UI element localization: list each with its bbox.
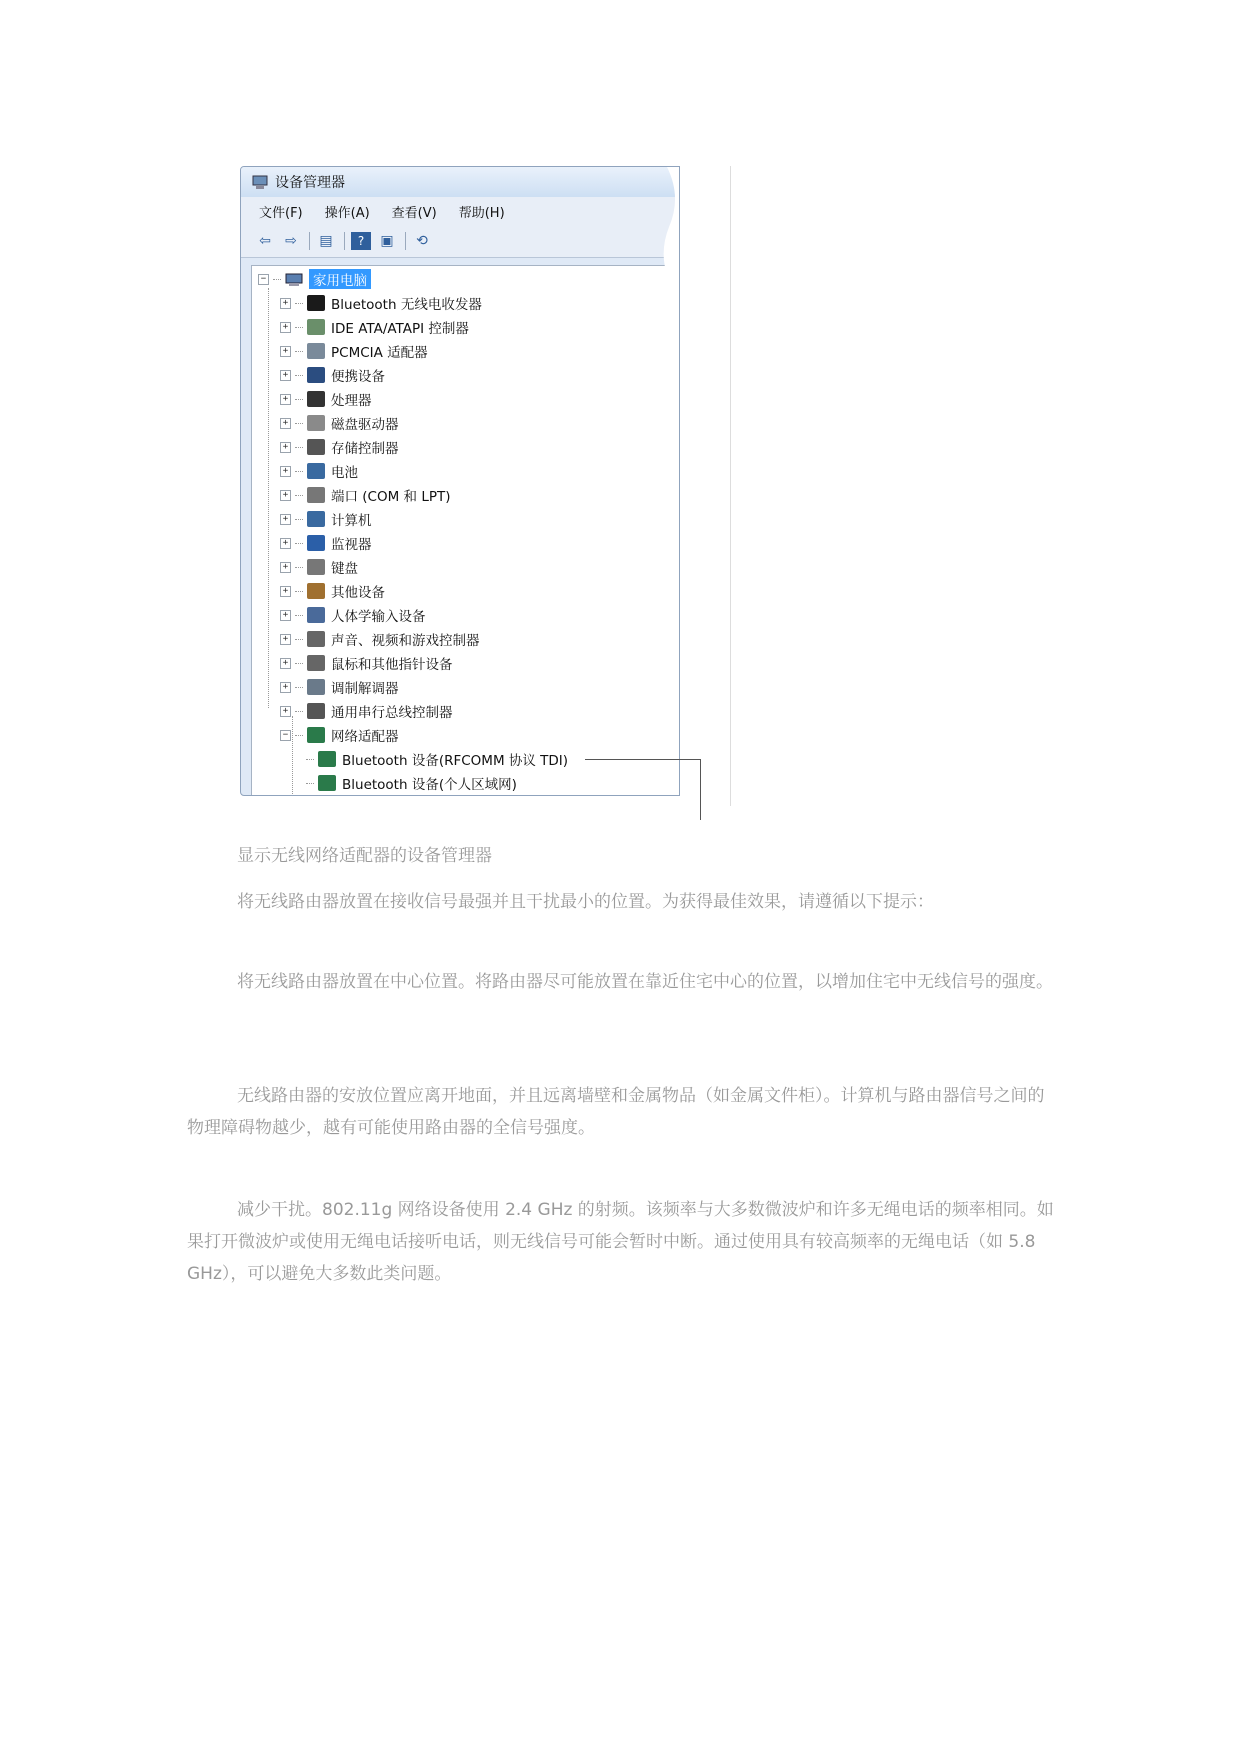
expand-toggle[interactable]: + bbox=[280, 538, 291, 549]
tree-item-label: IDE ATA/ATAPI 控制器 bbox=[331, 321, 469, 337]
help-icon[interactable]: ? bbox=[351, 232, 371, 250]
tree-item-label: PCMCIA 适配器 bbox=[331, 345, 428, 361]
device-category-icon bbox=[307, 559, 325, 575]
expand-toggle[interactable]: + bbox=[280, 562, 291, 573]
tree-connector bbox=[295, 375, 303, 376]
back-arrow-icon[interactable]: ⇦ bbox=[259, 233, 271, 249]
device-category-icon bbox=[307, 391, 325, 407]
tree-item-label: 存储控制器 bbox=[331, 441, 399, 457]
tree-connector bbox=[306, 783, 314, 784]
paragraph-1: 将无线路由器放置在接收信号最强并且干扰最小的位置。为获得最佳效果，请遵循以下提示： bbox=[237, 892, 934, 912]
tree-connector bbox=[273, 279, 281, 280]
tree-item-label: 键盘 bbox=[331, 561, 358, 577]
computer-icon bbox=[285, 271, 303, 287]
figure-caption: 显示无线网络适配器的设备管理器 bbox=[237, 846, 492, 866]
tree-connector bbox=[295, 687, 303, 688]
tree-item-label: 鼠标和其他指针设备 bbox=[331, 657, 453, 673]
device-category-icon bbox=[307, 295, 325, 311]
tree-connector bbox=[295, 735, 303, 736]
toolbar bbox=[241, 225, 679, 258]
tree-connector bbox=[295, 639, 303, 640]
device-category-icon bbox=[307, 679, 325, 695]
tree-item-label: 磁盘驱动器 bbox=[331, 417, 399, 433]
tree-child-label: Bluetooth 设备(RFCOMM 协议 TDI) bbox=[342, 753, 569, 769]
tree-connector bbox=[295, 327, 303, 328]
tree-item-label: 声音、视频和游戏控制器 bbox=[331, 633, 480, 649]
expand-toggle[interactable]: + bbox=[280, 682, 291, 693]
tree-item[interactable] bbox=[280, 676, 399, 698]
tree-item-label: Bluetooth 无线电收发器 bbox=[331, 297, 482, 313]
tree-item[interactable] bbox=[280, 292, 482, 314]
tree-child-item[interactable] bbox=[306, 748, 568, 770]
device-category-icon bbox=[307, 319, 325, 335]
tree-connector bbox=[295, 663, 303, 664]
tree-item[interactable] bbox=[280, 700, 453, 722]
tree-child-label: Bluetooth 设备(个人区域网) bbox=[342, 777, 517, 793]
tree-connector bbox=[295, 519, 303, 520]
tree-connector bbox=[295, 495, 303, 496]
device-category-icon bbox=[307, 583, 325, 599]
tree-child-item[interactable] bbox=[306, 772, 517, 794]
tree-connector bbox=[295, 615, 303, 616]
tree-connector bbox=[295, 711, 303, 712]
expand-toggle[interactable]: + bbox=[280, 586, 291, 597]
tree-item-label: 其他设备 bbox=[331, 585, 385, 601]
network-adapter-icon bbox=[318, 751, 336, 767]
device-category-icon bbox=[307, 343, 325, 359]
expand-toggle[interactable]: + bbox=[280, 490, 291, 501]
device-category-icon bbox=[307, 511, 325, 527]
tree-item-label: 便携设备 bbox=[331, 369, 385, 385]
device-category-icon bbox=[307, 535, 325, 551]
tree-item-label: 调制解调器 bbox=[331, 681, 399, 697]
expand-toggle[interactable]: + bbox=[280, 370, 291, 381]
tree-connector bbox=[295, 423, 303, 424]
tree-item[interactable] bbox=[280, 508, 372, 530]
device-category-icon bbox=[307, 655, 325, 671]
tree-item[interactable] bbox=[280, 724, 399, 746]
tree-item[interactable] bbox=[280, 388, 372, 410]
collapse-toggle[interactable]: − bbox=[258, 274, 269, 285]
tree-root-label: 家用电脑 bbox=[309, 269, 371, 289]
tree-item-label: 网络适配器 bbox=[331, 729, 399, 745]
tree-connector bbox=[295, 303, 303, 304]
tree-item[interactable] bbox=[280, 412, 399, 434]
expand-toggle[interactable]: + bbox=[280, 514, 291, 525]
toolbar-separator bbox=[405, 232, 406, 250]
menu-action[interactable]: 操作(A) bbox=[324, 205, 370, 221]
tree-connector bbox=[295, 351, 303, 352]
tree-line bbox=[268, 288, 269, 708]
device-category-icon bbox=[307, 487, 325, 503]
toolbar-separator bbox=[309, 232, 310, 250]
console-tree-icon[interactable]: ▤ bbox=[319, 233, 333, 249]
tree-connector bbox=[295, 567, 303, 568]
tree-connector bbox=[306, 759, 314, 760]
expand-toggle[interactable]: + bbox=[280, 610, 291, 621]
expand-toggle[interactable]: + bbox=[280, 346, 291, 357]
expand-toggle[interactable]: − bbox=[280, 730, 291, 741]
expand-toggle[interactable]: + bbox=[280, 658, 291, 669]
tree-item-label: 端口 (COM 和 LPT) bbox=[331, 489, 451, 505]
tree-item[interactable] bbox=[280, 340, 428, 362]
expand-toggle[interactable]: + bbox=[280, 394, 291, 405]
tree-item-label: 电池 bbox=[331, 465, 358, 481]
tree-item[interactable] bbox=[280, 316, 469, 338]
tree-item[interactable] bbox=[280, 364, 385, 386]
device-category-icon bbox=[307, 727, 325, 743]
tree-item-label: 通用串行总线控制器 bbox=[331, 705, 453, 721]
tree-item[interactable] bbox=[280, 580, 385, 602]
menu-help[interactable]: 帮助(H) bbox=[458, 205, 505, 221]
tree-root-row[interactable] bbox=[258, 268, 371, 290]
menu-view[interactable]: 查看(V) bbox=[391, 205, 437, 221]
tree-item[interactable] bbox=[280, 556, 358, 578]
scan-hardware-icon[interactable]: ⟲ bbox=[416, 233, 428, 249]
tree-item-label: 处理器 bbox=[331, 393, 372, 409]
expand-toggle[interactable]: + bbox=[280, 706, 291, 717]
paragraph-3: 无线路由器的安放位置应离开地面，并且远离墙壁和金属物品（如金属文件柜）。计算机与路由器信号之间的物理障碍物越少，越有可能使用路由器的全信号强度。 bbox=[187, 1086, 1045, 1138]
tree-connector bbox=[295, 471, 303, 472]
tree-item[interactable] bbox=[280, 460, 358, 482]
tree-connector bbox=[295, 447, 303, 448]
device-category-icon bbox=[307, 703, 325, 719]
menu-bar bbox=[241, 197, 679, 225]
expand-toggle[interactable]: + bbox=[280, 634, 291, 645]
tree-item[interactable] bbox=[280, 652, 453, 674]
tree-item[interactable] bbox=[280, 628, 480, 650]
tree-item[interactable] bbox=[280, 436, 399, 458]
tree-item[interactable] bbox=[280, 484, 451, 506]
tree-connector bbox=[295, 543, 303, 544]
paragraph-4: 减少干扰。802.11g 网络设备使用 2.4 GHz 的射频。该频率与大多数微波炉和许多无绳电话的频率相同。如果打开微波炉或使用无绳电话接听电话，则无线信号可能会暂时中断。通过使用具有较高频率的无绳电话（如 5.8 GHz），可以避免大多数此类问题。 bbox=[187, 1200, 1054, 1284]
title-bar bbox=[241, 167, 679, 197]
device-category-icon bbox=[307, 631, 325, 647]
network-adapter-icon bbox=[318, 775, 336, 791]
tree-item-label: 计算机 bbox=[331, 513, 372, 529]
paragraph-2: 将无线路由器放置在中心位置。将路由器尽可能放置在靠近住宅中心的位置，以增加住宅中无线信号的强度。 bbox=[237, 972, 1053, 992]
callout-line bbox=[585, 759, 701, 820]
device-manager-window bbox=[240, 166, 680, 796]
tree-item[interactable] bbox=[280, 604, 426, 626]
device-category-icon bbox=[307, 367, 325, 383]
menu-file[interactable]: 文件(F) bbox=[259, 205, 303, 221]
computer-icon bbox=[251, 174, 269, 190]
device-manager-screenshot bbox=[240, 166, 730, 818]
device-tree bbox=[251, 265, 680, 796]
expand-toggle[interactable]: + bbox=[280, 322, 291, 333]
tree-item[interactable] bbox=[280, 532, 372, 554]
toolbar-separator bbox=[344, 232, 345, 250]
expand-toggle[interactable]: + bbox=[280, 418, 291, 429]
expand-toggle[interactable]: + bbox=[280, 298, 291, 309]
tree-item-label: 监视器 bbox=[331, 537, 372, 553]
window-title: 设备管理器 bbox=[275, 175, 345, 191]
properties-icon[interactable]: ▣ bbox=[380, 233, 394, 249]
device-category-icon bbox=[307, 415, 325, 431]
forward-arrow-icon[interactable]: ⇨ bbox=[285, 233, 297, 249]
device-category-icon bbox=[307, 439, 325, 455]
tree-connector bbox=[295, 399, 303, 400]
expand-toggle[interactable]: + bbox=[280, 442, 291, 453]
tree-item-label: 人体学输入设备 bbox=[331, 609, 426, 625]
torn-edge bbox=[627, 167, 680, 796]
expand-toggle[interactable]: + bbox=[280, 466, 291, 477]
device-category-icon bbox=[307, 607, 325, 623]
figure-border bbox=[730, 166, 731, 806]
device-category-icon bbox=[307, 463, 325, 479]
tree-connector bbox=[295, 591, 303, 592]
